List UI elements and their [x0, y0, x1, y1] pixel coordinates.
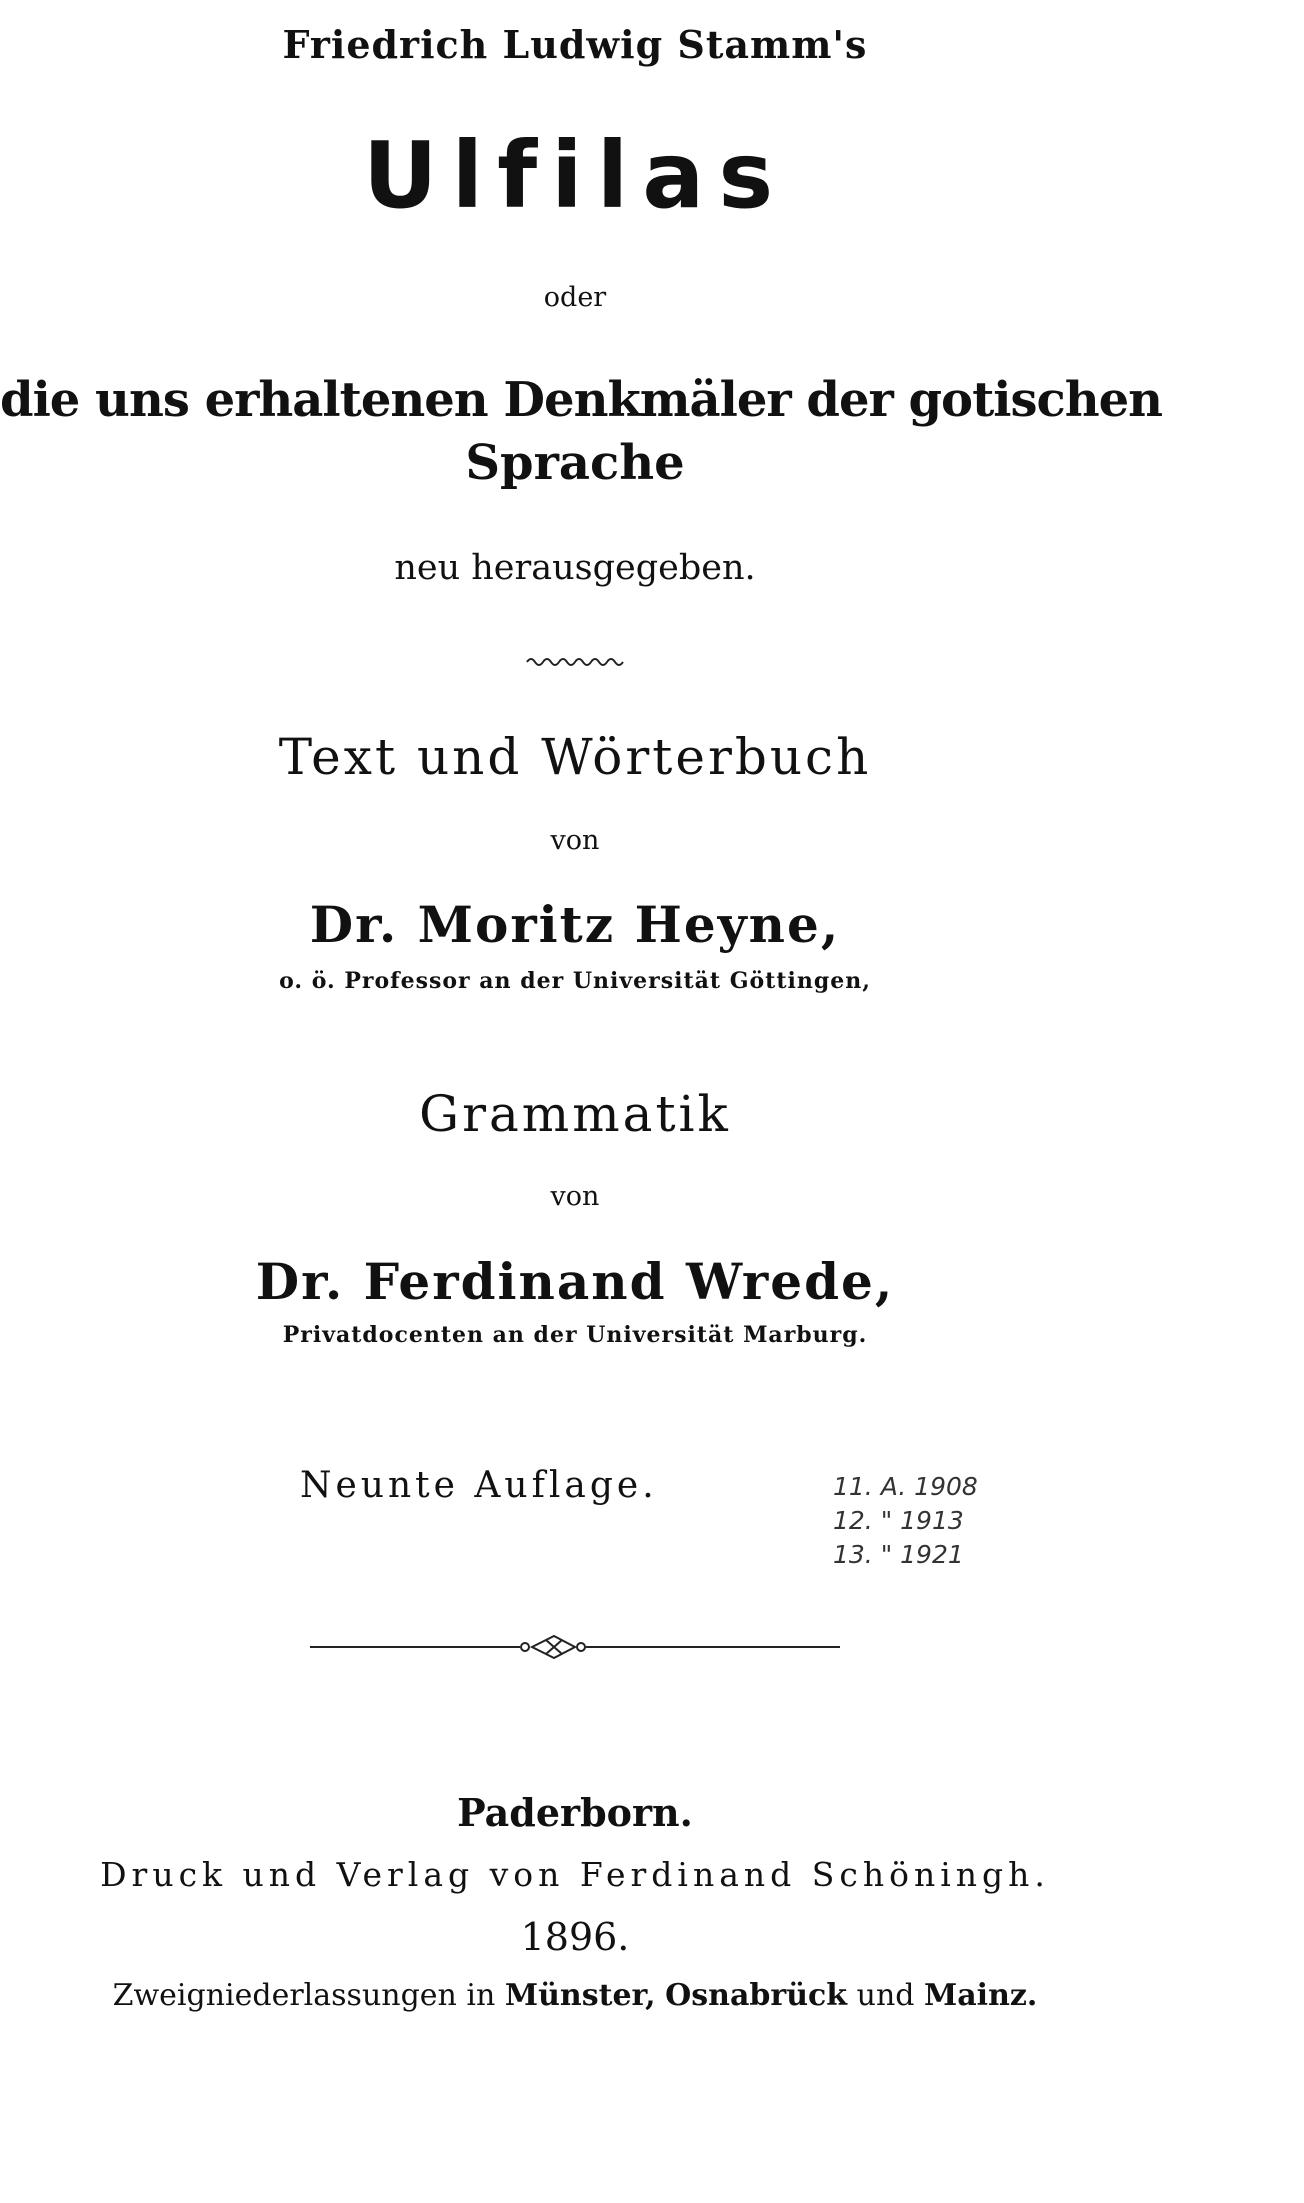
- von-label-1: von: [550, 825, 600, 856]
- branch-osnabrueck: Osnabrück: [665, 1978, 848, 2013]
- publisher-label: Druck und Verlag von Ferdinand Schöningh.: [100, 1855, 1050, 1894]
- subtitle-line-2: Sprache: [465, 435, 685, 491]
- text-dictionary-heading: Text und Wörterbuch: [278, 728, 872, 786]
- grammar-heading: Grammatik: [419, 1085, 731, 1143]
- handwritten-note: 13. " 1921: [833, 1540, 964, 1569]
- von-label-2: von: [550, 1181, 600, 1212]
- handwritten-note: 12. " 1913: [833, 1506, 964, 1535]
- year-label: 1896.: [520, 1915, 630, 1959]
- author-1-name: Dr. Moritz Heyne,: [309, 895, 841, 954]
- author-1-title: o. ö. Professor an der Universität Göttingen,: [279, 968, 871, 994]
- main-title: Ulfilas: [362, 122, 788, 229]
- wavy-rule-decoration: [525, 655, 629, 669]
- handwritten-notes: [833, 1470, 978, 1572]
- heading-author: Friedrich Ludwig Stamm's: [282, 22, 868, 67]
- branches-prefix: Zweigniederlassungen in: [112, 1978, 496, 2013]
- subtitle-line-1: die uns erhaltenen Denkmäler der gotischen: [0, 372, 1163, 428]
- author-2-title: Privatdocenten an der Universität Marburg.: [282, 1322, 868, 1348]
- place-label: Paderborn.: [457, 1790, 693, 1835]
- oder-label: oder: [543, 282, 607, 313]
- branches-and: und: [856, 1978, 915, 2013]
- author-2-name: Dr. Ferdinand Wrede,: [255, 1252, 895, 1311]
- edition-label: Neunte Auflage.: [300, 1465, 658, 1506]
- ornamental-divider: [310, 1632, 840, 1662]
- branch-mainz: Mainz.: [924, 1978, 1038, 2013]
- handwritten-note: 11. A. 1908: [833, 1472, 978, 1501]
- branch-muenster: Münster,: [504, 1978, 656, 2013]
- branches-line: [0, 1978, 1150, 2013]
- edited-label: neu herausgegeben.: [394, 548, 756, 588]
